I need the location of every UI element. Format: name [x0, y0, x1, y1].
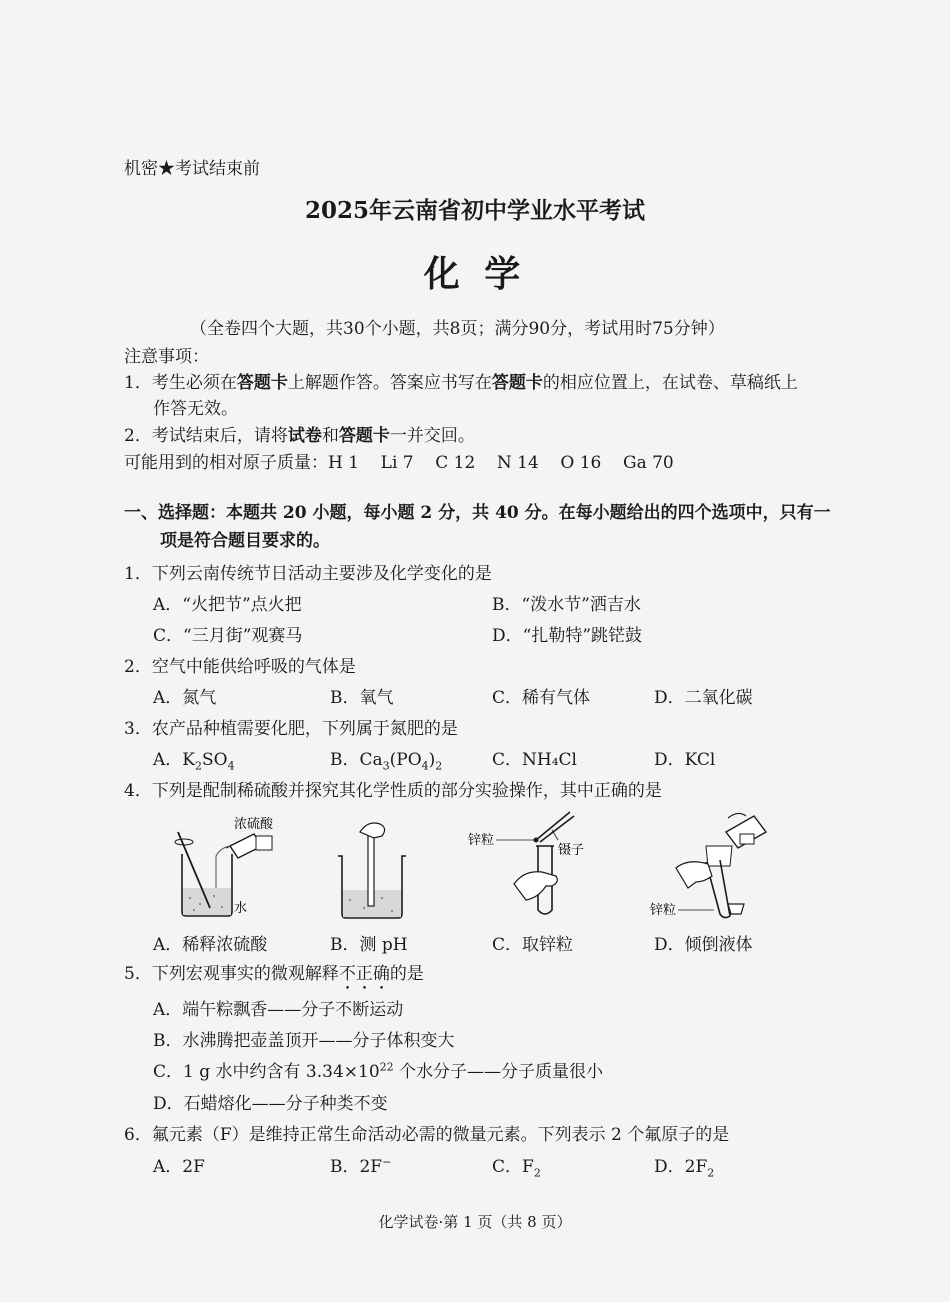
- page-footer: 化学试卷·第 1 页（共 8 页）: [378, 1213, 572, 1231]
- q4-option-c: C．取锌粒: [492, 935, 574, 955]
- notes-heading: 注意事项：: [124, 347, 209, 367]
- q6-option-d: D．$2F_2$: [654, 1157, 715, 1180]
- note-1-continued: 作答无效。: [153, 399, 238, 419]
- section-1-heading-cont: 项是符合题目要求的。: [160, 531, 330, 551]
- q1-option-b: B．“泼水节”洒吉水: [492, 595, 641, 615]
- q5-option-b: B．水沸腾把壶盖顶开——分子体积变大: [153, 1031, 455, 1051]
- q5-option-c: C．1 g 水中约含有 $3.34\times 10^{22}$ 个水分子——分子质量很小: [153, 1060, 604, 1082]
- confidential-label: 机密★考试结束前: [124, 159, 260, 179]
- note-1: 1．考生必须在答题卡上解题作答。答案应书写在答题卡的相应位置上，在试卷、草稿纸上: [124, 373, 798, 393]
- note-2: 2．考试结束后，请将试卷和答题卡一并交回。: [124, 426, 475, 446]
- q5-option-a: A．端午粽飘香——分子不断运动: [153, 1000, 404, 1020]
- figure-take-zinc: [466, 806, 606, 922]
- q6-option-b: B．2F−: [330, 1155, 392, 1177]
- question-4-stem: 4．下列是配制稀硫酸并探究其化学性质的部分实验操作，其中正确的是: [124, 781, 662, 801]
- label-conc-acid: 浓硫酸: [234, 817, 274, 832]
- q2-option-b: B．氧气: [330, 688, 394, 708]
- q2-option-d: D．二氧化碳: [654, 688, 753, 708]
- figure-pour-liquid: [648, 806, 778, 922]
- exam-info: （全卷四个大题，共30个小题，共8页；满分90分，考试用时75分钟）: [190, 319, 725, 339]
- q3-option-b: B．$Ca_3(PO_4)_2$: [330, 750, 443, 773]
- q5-option-d: D．石蜡熔化——分子种类不变: [153, 1094, 388, 1114]
- q1-option-a: A．“火把节”点火把: [153, 595, 302, 615]
- exam-title: 2025年云南省初中学业水平考试: [304, 197, 645, 224]
- label-zinc-2: 锌粒: [650, 903, 677, 918]
- question-6-stem: 6．氟元素（F）是维持正常生命活动必需的微量元素。下列表示 2 个氟原子的是: [124, 1125, 730, 1145]
- label-water: 水: [234, 901, 248, 916]
- atomic-masses: 可能用到的相对原子质量：H 1 Li 7 C 12 N 14 O 16 Ga 70: [124, 453, 674, 473]
- subject-title: 化 学: [423, 253, 527, 295]
- label-zinc-1: 锌粒: [468, 833, 495, 848]
- q4-option-b: B．测 pH: [330, 935, 408, 955]
- q3-option-c: C．NH₄Cl: [492, 750, 577, 770]
- q6-option-c: C．$F_2$: [492, 1157, 541, 1180]
- q4-option-a: A．稀释浓硫酸: [153, 935, 268, 955]
- figure-dilute-acid: [170, 812, 290, 922]
- q1-option-d: D．“扎勒特”跳铓鼓: [492, 626, 643, 646]
- question-3-stem: 3．农产品种植需要化肥，下列属于氮肥的是: [124, 719, 458, 739]
- question-1-stem: 1．下列云南传统节日活动主要涉及化学变化的是: [124, 564, 492, 584]
- label-tweezers: 镊子: [558, 843, 585, 858]
- q3-option-d: D．KCl: [654, 750, 716, 770]
- q2-option-c: C．稀有气体: [492, 688, 591, 708]
- q4-option-d: D．倾倒液体: [654, 935, 753, 955]
- section-1-heading: 一、选择题：本题共 20 小题，每小题 2 分，共 40 分。在每小题给出的四个选项中，只有一: [124, 503, 831, 523]
- q6-option-a: A．2F: [153, 1157, 205, 1177]
- figure-ph-test: [332, 818, 412, 922]
- question-5-stem: 5．下列宏观事实的微观解释不正确的是: [124, 964, 424, 984]
- q2-option-a: A．氮气: [153, 688, 217, 708]
- question-2-stem: 2．空气中能供给呼吸的气体是: [124, 657, 356, 677]
- q3-option-a: A．$K_2SO_4$: [153, 750, 235, 773]
- q1-option-c: C．“三月街”观赛马: [153, 626, 303, 646]
